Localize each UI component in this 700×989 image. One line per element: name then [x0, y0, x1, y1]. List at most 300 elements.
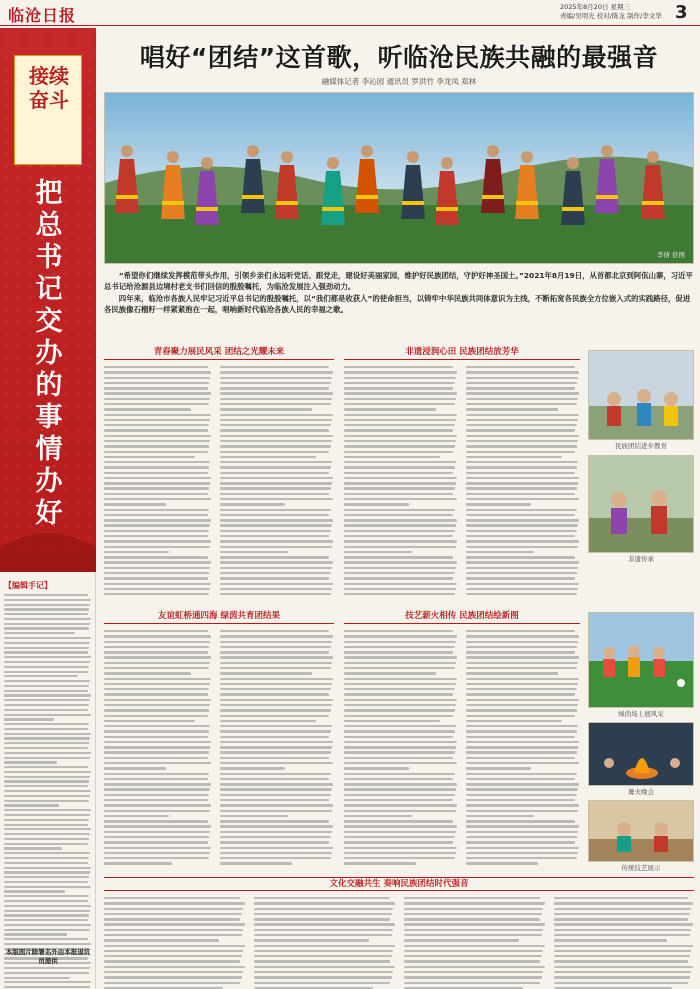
text-line: [554, 982, 688, 984]
text-line: [4, 608, 89, 610]
text-line: [466, 419, 578, 421]
text-line: [104, 688, 209, 690]
text-line: [104, 403, 209, 405]
text-line: [466, 392, 579, 394]
costume-trim: [482, 195, 504, 199]
text-line: [220, 651, 329, 653]
dancer-head: [407, 151, 419, 163]
text-line: [466, 546, 578, 548]
text-line: [4, 857, 89, 859]
text-line: [4, 814, 90, 816]
text-line: [344, 656, 457, 658]
text-line: [104, 934, 242, 936]
text-line: [466, 646, 577, 648]
dancer-head: [247, 145, 259, 157]
text-line: [344, 852, 456, 854]
text-line: [466, 445, 577, 447]
text-line: [344, 746, 456, 748]
text-line: [344, 382, 455, 384]
text-line: [466, 641, 578, 643]
dancer-head: [601, 145, 613, 157]
column-text: [344, 366, 458, 595]
text-line: [344, 593, 455, 595]
text-line: [344, 709, 455, 711]
text-line: [344, 477, 457, 479]
text-line: [344, 561, 457, 563]
text-line: [344, 678, 457, 680]
text-line: [466, 588, 578, 590]
text-line: [466, 794, 577, 796]
text-line: [466, 831, 578, 833]
text-line: [104, 556, 208, 558]
text-line: [344, 736, 453, 738]
text-line: [254, 897, 390, 899]
text-line: [344, 440, 456, 442]
text-line: [344, 767, 409, 769]
column-text: [466, 366, 580, 595]
text-line: [104, 966, 245, 968]
text-line: [104, 704, 210, 706]
text-line: [220, 667, 331, 669]
section-title-1: 青春聚力展民风采 团结之光耀未来: [104, 346, 334, 360]
text-line: [466, 540, 579, 542]
side-photo-caption: 篝火晚会: [628, 788, 654, 796]
text-line: [220, 641, 332, 643]
text-line: [4, 690, 88, 692]
text-line: [554, 902, 693, 904]
text-line: [220, 593, 331, 595]
text-line: [344, 577, 453, 579]
section-title-3: 友谊虹桥通四海 绿茵共育团结果: [104, 610, 334, 624]
costume-trim: [116, 195, 138, 199]
editorial-note: [4, 580, 92, 989]
kicker-box: [14, 55, 82, 165]
text-line: [4, 747, 88, 749]
text-line: [344, 366, 453, 368]
text-line: [4, 632, 75, 634]
text-line: [344, 398, 456, 400]
text-line: [4, 924, 91, 926]
text-line: [220, 498, 333, 500]
text-line: [104, 847, 211, 849]
text-line: [104, 530, 209, 532]
text-line: [4, 771, 91, 773]
text-line: [466, 408, 558, 410]
text-line: [220, 429, 329, 431]
text-line: [466, 667, 577, 669]
text-line: [104, 672, 191, 674]
text-line: [254, 945, 395, 947]
text-line: [104, 862, 172, 864]
dancer-head: [487, 145, 499, 157]
text-line: [254, 918, 390, 920]
text-line: [4, 618, 91, 620]
text-line: [104, 971, 243, 973]
text-line: [254, 960, 390, 962]
text-line: [104, 683, 210, 685]
section-title-5: 文化交融共生 奏响民族团结时代强音: [104, 877, 694, 891]
text-line: [104, 923, 245, 925]
text-line: [344, 424, 455, 426]
text-line: [220, 572, 331, 574]
text-line: [466, 783, 579, 785]
text-line: [220, 577, 329, 579]
text-line: [466, 630, 575, 632]
text-line: [104, 424, 209, 426]
text-line: [466, 377, 578, 379]
text-line: [404, 976, 542, 978]
text-line: [466, 519, 579, 521]
text-line: [220, 693, 329, 695]
text-line: [466, 466, 577, 468]
editorial-text-lines: [4, 594, 92, 989]
text-line: [4, 910, 90, 912]
text-line: [344, 794, 455, 796]
text-line: [344, 773, 455, 775]
text-line: [466, 551, 534, 553]
text-line: [220, 783, 333, 785]
text-line: [104, 461, 210, 463]
text-line: [4, 804, 59, 806]
text-line: [466, 857, 577, 859]
text-line: [466, 387, 575, 389]
text-line: [344, 498, 457, 500]
main-headline: 唱好“团结”这首歌，听临沧民族共融的最强音: [139, 43, 659, 72]
text-line: [4, 694, 91, 696]
text-line: [466, 693, 575, 695]
text-line: [220, 836, 331, 838]
text-line: [344, 815, 412, 817]
text-line: [4, 838, 89, 840]
page-number: 3: [675, 2, 688, 23]
text-line: [220, 519, 333, 521]
text-line: [104, 902, 245, 904]
text-line: [466, 862, 538, 864]
text-line: [4, 785, 88, 787]
text-line: [4, 728, 88, 730]
text-line: [344, 588, 456, 590]
text-line: [4, 656, 91, 658]
text-line: [466, 662, 578, 664]
text-line: [104, 482, 210, 484]
date-line: 2025年8月20日 星期三: [560, 3, 631, 11]
text-line: [404, 966, 545, 968]
text-line: [220, 535, 329, 537]
text-line: [220, 646, 331, 648]
column-text: [254, 897, 396, 989]
text-line: [104, 630, 208, 632]
text-line: [220, 487, 331, 489]
text-line: [104, 498, 211, 500]
text-line: [466, 524, 578, 526]
text-line: [344, 377, 456, 379]
text-line: [104, 572, 209, 574]
text-line: [466, 567, 578, 569]
text-line: [220, 556, 329, 558]
text-line: [4, 867, 91, 869]
text-line: [4, 599, 91, 601]
text-line: [344, 630, 453, 632]
text-line: [466, 820, 575, 822]
text-line: [344, 408, 436, 410]
text-line: [4, 895, 89, 897]
text-line: [344, 482, 456, 484]
text-line: [4, 847, 62, 849]
text-line: [104, 493, 208, 495]
text-line: [466, 757, 575, 759]
text-line: [220, 857, 331, 859]
text-line: [4, 876, 89, 878]
text-line: [104, 551, 169, 553]
text-line: [220, 852, 332, 854]
column-text: [220, 630, 334, 865]
text-line: [104, 451, 208, 453]
text-line: [404, 902, 545, 904]
text-line: [466, 810, 578, 812]
text-line: [344, 572, 455, 574]
text-line: [104, 831, 210, 833]
section-title-4: 技艺薪火相传 民族团结绘新图: [344, 610, 580, 624]
craft-photo-illustration: [589, 801, 694, 862]
text-line: [404, 950, 543, 952]
text-line: [220, 540, 333, 542]
text-line: [466, 773, 577, 775]
text-line: [104, 804, 211, 806]
text-line: [254, 929, 393, 931]
text-line: [4, 862, 88, 864]
costume-trim: [516, 201, 538, 205]
text-line: [4, 914, 89, 916]
text-line: [466, 456, 562, 458]
text-line: [404, 960, 540, 962]
text-line: [4, 723, 89, 725]
intro-text: [104, 270, 694, 316]
text-line: [220, 371, 333, 373]
text-line: [554, 945, 693, 947]
text-line: [466, 709, 577, 711]
text-line: [104, 852, 210, 854]
text-line: [4, 809, 91, 811]
text-line: [4, 929, 90, 931]
text-line: [404, 934, 542, 936]
costume-trim: [322, 207, 344, 211]
issue-info: [560, 3, 662, 21]
text-line: [344, 472, 453, 474]
text-line: [344, 429, 453, 431]
column-text: [466, 630, 580, 865]
text-line: [466, 778, 575, 780]
text-line: [404, 908, 543, 910]
text-line: [254, 913, 392, 915]
text-line: [404, 913, 542, 915]
text-line: [466, 493, 575, 495]
text-line: [220, 482, 332, 484]
text-line: [220, 862, 292, 864]
text-line: [554, 971, 691, 973]
text-line: [104, 960, 240, 962]
text-line: [466, 503, 531, 505]
text-line: [344, 704, 456, 706]
text-line: [220, 398, 332, 400]
text-line: [466, 482, 578, 484]
text-line: [104, 699, 211, 701]
side-photo-caption: 绿茵场上展风采: [618, 710, 664, 718]
text-line: [220, 546, 332, 548]
text-line: [220, 377, 332, 379]
text-line: [220, 419, 332, 421]
text-line: [104, 535, 208, 537]
text-line: [554, 897, 688, 899]
dancer-head: [647, 151, 659, 163]
text-line: [466, 514, 575, 516]
text-line: [220, 847, 333, 849]
dancer-head: [167, 151, 179, 163]
kicker-text: 接续奋斗: [29, 64, 69, 112]
text-line: [344, 778, 453, 780]
text-line: [220, 820, 329, 822]
text-line: [104, 810, 210, 812]
text-line: [4, 905, 91, 907]
text-line: [220, 561, 333, 563]
text-line: [104, 429, 208, 431]
text-line: [4, 647, 89, 649]
text-line: [466, 561, 579, 563]
text-line: [344, 503, 409, 505]
text-line: [104, 577, 208, 579]
text-line: [220, 414, 333, 416]
heritage-photo-illustration: [589, 456, 694, 553]
text-line: [254, 976, 392, 978]
text-line: [4, 900, 88, 902]
text-line: [220, 656, 333, 658]
text-line: [4, 637, 91, 639]
text-line: [344, 535, 453, 537]
text-line: [344, 456, 440, 458]
text-line: [104, 913, 242, 915]
text-line: [4, 828, 91, 830]
text-line: [344, 493, 453, 495]
text-line: [466, 736, 575, 738]
text-line: [466, 440, 578, 442]
side-photo-5: [588, 800, 694, 862]
text-line: [104, 387, 208, 389]
text-line: [344, 646, 455, 648]
text-line: [344, 783, 457, 785]
text-line: [104, 646, 209, 648]
text-line: [104, 667, 209, 669]
text-line: [104, 788, 210, 790]
text-line: [466, 751, 577, 753]
text-line: [344, 688, 455, 690]
text-line: [466, 429, 575, 431]
text-line: [4, 642, 90, 644]
text-line: [104, 746, 210, 748]
text-line: [344, 567, 456, 569]
text-line: [104, 794, 209, 796]
text-line: [554, 908, 691, 910]
text-line: [4, 714, 91, 716]
text-line: [554, 960, 688, 962]
text-line: [466, 509, 577, 511]
text-line: [220, 424, 331, 426]
text-line: [466, 472, 575, 474]
text-line: [554, 929, 691, 931]
text-line: [554, 918, 688, 920]
text-line: [104, 982, 240, 984]
text-line: [220, 366, 329, 368]
text-line: [344, 635, 457, 637]
text-line: [4, 699, 90, 701]
text-line: [104, 419, 210, 421]
text-line: [554, 934, 690, 936]
text-line: [344, 672, 436, 674]
dancers-photo-illustration: [105, 93, 694, 264]
text-line: [344, 583, 457, 585]
text-line: [220, 720, 316, 722]
text-line: [4, 933, 67, 935]
text-line: [104, 593, 209, 595]
photo-credit: 李倩 供图: [656, 251, 685, 259]
text-line: [466, 635, 579, 637]
text-line: [344, 387, 453, 389]
text-line: [104, 730, 209, 732]
editorial-title: 【编辑手记】: [4, 581, 52, 590]
text-line: [220, 794, 331, 796]
text-line: [104, 414, 211, 416]
text-line: [104, 540, 211, 542]
text-line: [344, 461, 456, 463]
text-line: [220, 472, 329, 474]
text-line: [466, 847, 579, 849]
classroom-photo-illustration: [589, 351, 694, 440]
text-line: [104, 950, 243, 952]
text-line: [4, 780, 89, 782]
text-line: [4, 737, 90, 739]
text-line: [344, 419, 456, 421]
text-line: [466, 572, 577, 574]
text-line: [344, 540, 457, 542]
text-line: [554, 939, 667, 941]
costume-trim: [242, 195, 264, 199]
text-line: [104, 693, 208, 695]
text-line: [220, 461, 332, 463]
text-line: [466, 672, 558, 674]
text-line: [466, 414, 579, 416]
text-line: [220, 815, 288, 817]
text-line: [4, 718, 54, 720]
text-line: [104, 918, 240, 920]
text-line: [220, 387, 329, 389]
text-line: [220, 683, 332, 685]
text-line: [344, 693, 453, 695]
text-line: [404, 971, 543, 973]
text-line: [4, 833, 90, 835]
text-line: [220, 456, 316, 458]
text-line: [104, 799, 208, 801]
text-line: [4, 938, 88, 940]
text-line: [4, 824, 88, 826]
column-text: [344, 630, 458, 865]
text-line: [254, 934, 392, 936]
text-line: [344, 667, 455, 669]
text-line: [466, 366, 575, 368]
text-line: [344, 509, 455, 511]
text-line: [104, 841, 208, 843]
text-line: [344, 683, 456, 685]
text-line: [104, 408, 191, 410]
costume-trim: [196, 207, 218, 211]
text-line: [254, 982, 390, 984]
